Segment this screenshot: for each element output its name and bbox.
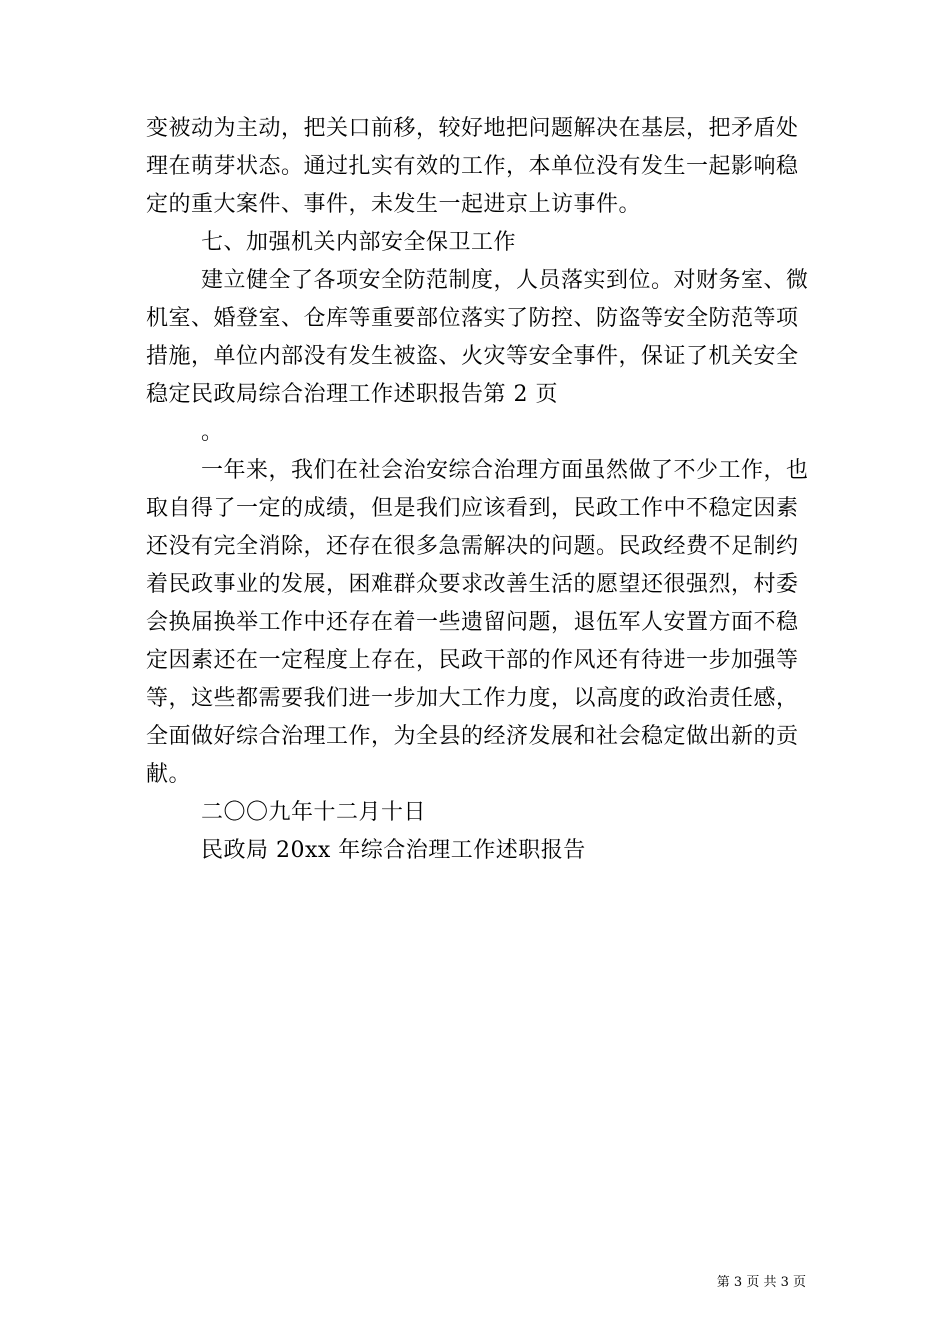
body-text-line: 等，这些都需要我们进一步加大工作力度，以高度的政治责任感， xyxy=(146,686,799,711)
body-text-line: 全面做好综合治理工作，为全县的经济发展和社会稳定做出新的贡 xyxy=(146,724,799,749)
document-date: 二〇〇九年十二月十日 xyxy=(201,800,427,825)
body-text-line: 理在萌芽状态。通过扎实有效的工作，本单位没有发生一起影响稳 xyxy=(146,154,799,179)
body-text-line: 取自得了一定的成绩，但是我们应该看到，民政工作中不稳定因素 xyxy=(146,496,799,521)
body-text-line: 定因素还在一定程度上存在，民政干部的作风还有待进一步加强等 xyxy=(146,648,799,673)
body-text-line: 机室、婚登室、仓库等重要部位落实了防控、防盗等安全防范等项 xyxy=(146,306,799,331)
body-text-line: 献。 xyxy=(146,762,192,787)
body-text-line: 一年来，我们在社会治安综合治理方面虽然做了不少工作，也 xyxy=(201,458,809,483)
body-text-line: 。 xyxy=(201,420,224,445)
body-text-line: 建立健全了各项安全防范制度，人员落实到位。对财务室、微 xyxy=(201,268,809,293)
body-text-line: 会换届换举工作中还存在着一些遗留问题，退伍军人安置方面不稳 xyxy=(146,610,799,635)
body-text-line: 措施，单位内部没有发生被盗、火灾等安全事件，保证了机关安全 xyxy=(146,344,799,369)
section-heading: 七、加强机关内部安全保卫工作 xyxy=(201,230,517,255)
body-text-line: 变被动为主动，把关口前移，较好地把问题解决在基层，把矛盾处 xyxy=(146,116,799,141)
page-number-footer: 第 3 页 共 3 页 xyxy=(716,1275,806,1290)
body-text-line: 定的重大案件、事件，未发生一起进京上访事件。 xyxy=(146,192,642,217)
body-text-line: 稳定民政局综合治理工作述职报告第 2 页 xyxy=(146,382,558,407)
document-title-line: 民政局 20xx 年综合治理工作述职报告 xyxy=(201,838,586,863)
body-text-line: 着民政事业的发展，困难群众要求改善生活的愿望还很强烈，村委 xyxy=(146,572,799,597)
body-text-line: 还没有完全消除，还存在很多急需解决的问题。民政经费不足制约 xyxy=(146,534,799,559)
